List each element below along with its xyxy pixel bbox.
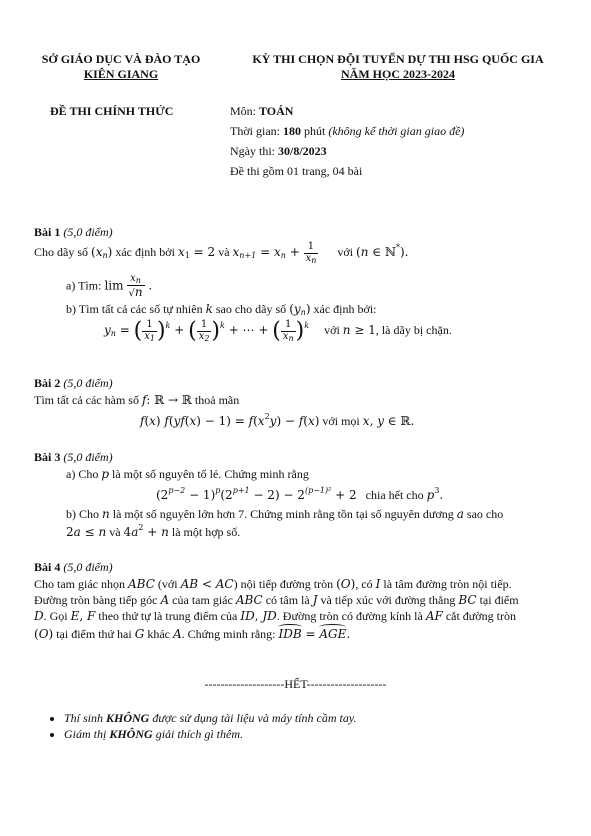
exam-title: KỲ THI CHỌN ĐỘI TUYỂN DỰ THI HSG QUỐC GIA NĂM HỌC 2023-2024 <box>252 52 544 81</box>
date-line: Ngày thi: 30/8/2023 <box>230 144 327 158</box>
problem-1-heading: Bài 1 (5,0 điểm) <box>34 225 113 239</box>
problem-1a: a) Tìm: lim $\frac{x_n}{√n}$ . <box>66 273 153 300</box>
problem-2-heading: Bài 2 (5,0 điểm) <box>34 376 113 390</box>
problem-4-line2: Đường tròn bàng tiếp góc A của tam giác ABC có tâm là J và tiếp xúc với đường thẳng BC tại điểm <box>34 593 519 607</box>
note-2: Giám thị KHÔNG giải thích gì thêm. <box>50 727 243 742</box>
problem-1b: b) Tìm tất cả các số tự nhiên k sao cho dãy số $(y_n)$ xác định bởi: <box>66 302 377 317</box>
problem-3a: a) Cho p là một số nguyên tố lẻ. Chứng minh rằng <box>66 467 309 481</box>
problem-3-heading: Bài 3 (5,0 điểm) <box>34 450 113 464</box>
problem-3b: b) Cho n là một số nguyên lớn hơn 7. Chứng minh rằng tồn tại số nguyên dương a sao cho <box>66 507 504 521</box>
problem-4-line1: Cho tam giác nhọn ABC (với AB < AC) nội tiếp đường tròn (O), có I là tâm đường tròn nội tiếp. <box>34 577 512 591</box>
problem-1b-formula: $y_n$ = ( $\frac{1}{x_1}$ )$^k$ + ( $\frac{1}{x_2}$ )$^k$ + ⋯ + ( $\frac{1}{x_n}$ )$^k$ với n ≥ 1, là dãy bị chặn. <box>104 318 452 344</box>
problem-2-intro: Tìm tất cả các hàm số f: ℝ → ℝ thoả mãn <box>34 393 240 407</box>
problem-3a-formula: $(2^{p-2} - 1)^p(2^{p+1} - 2) - 2^{(p-1)^2} + 2$ chia hết cho $p^3$. <box>156 486 444 502</box>
department-name: SỞ GIÁO DỤC VÀ ĐÀO TẠO KIÊN GIANG <box>41 52 201 81</box>
problem-3b-line2: 2a ≤ n và $4a^2 + n$ là một hợp số. <box>66 523 241 539</box>
pages-note: Đề thi gồm 01 trang, 04 bài <box>230 164 363 178</box>
bullet-icon <box>50 717 54 721</box>
problem-4-line4: (O) tại điểm thứ hai G khác A. Chứng minh rằng: IDB = AGE. <box>34 627 351 641</box>
problem-2-equation: f(x) $f(yf(x) - 1) = f(x^2y) - f(x)$ với mọi x, y ∈ ℝ. <box>140 412 415 428</box>
official-label: ĐỀ THI CHÍNH THỨC <box>50 104 174 118</box>
problem-4-heading: Bài 4 (5,0 điểm) <box>34 560 113 574</box>
end-mark: --------------------HẾT-------------------- <box>204 677 387 691</box>
note-1: Thí sinh KHÔNG được sử dụng tài liệu và máy tính cầm tay. <box>50 711 357 726</box>
problem-4-line3: D. Gọi E, F theo thứ tự là trung điểm của ID, JD. Đường tròn có đường kính là AF cắt đường tròn <box>34 609 516 623</box>
problem-1-intro: Cho dãy số $(x_n)$ xác định bởi $x_1 = 2$ và $x_{n+1} = x_n$ + $\frac{1}{x_n}$ với (n ∈ ℕ*). <box>34 241 409 265</box>
time-line: Thời gian: 180 phút (không kể thời gian giao đề) <box>230 124 465 138</box>
subject-line: Môn: TOÁN <box>230 104 294 118</box>
bullet-icon <box>50 733 54 737</box>
